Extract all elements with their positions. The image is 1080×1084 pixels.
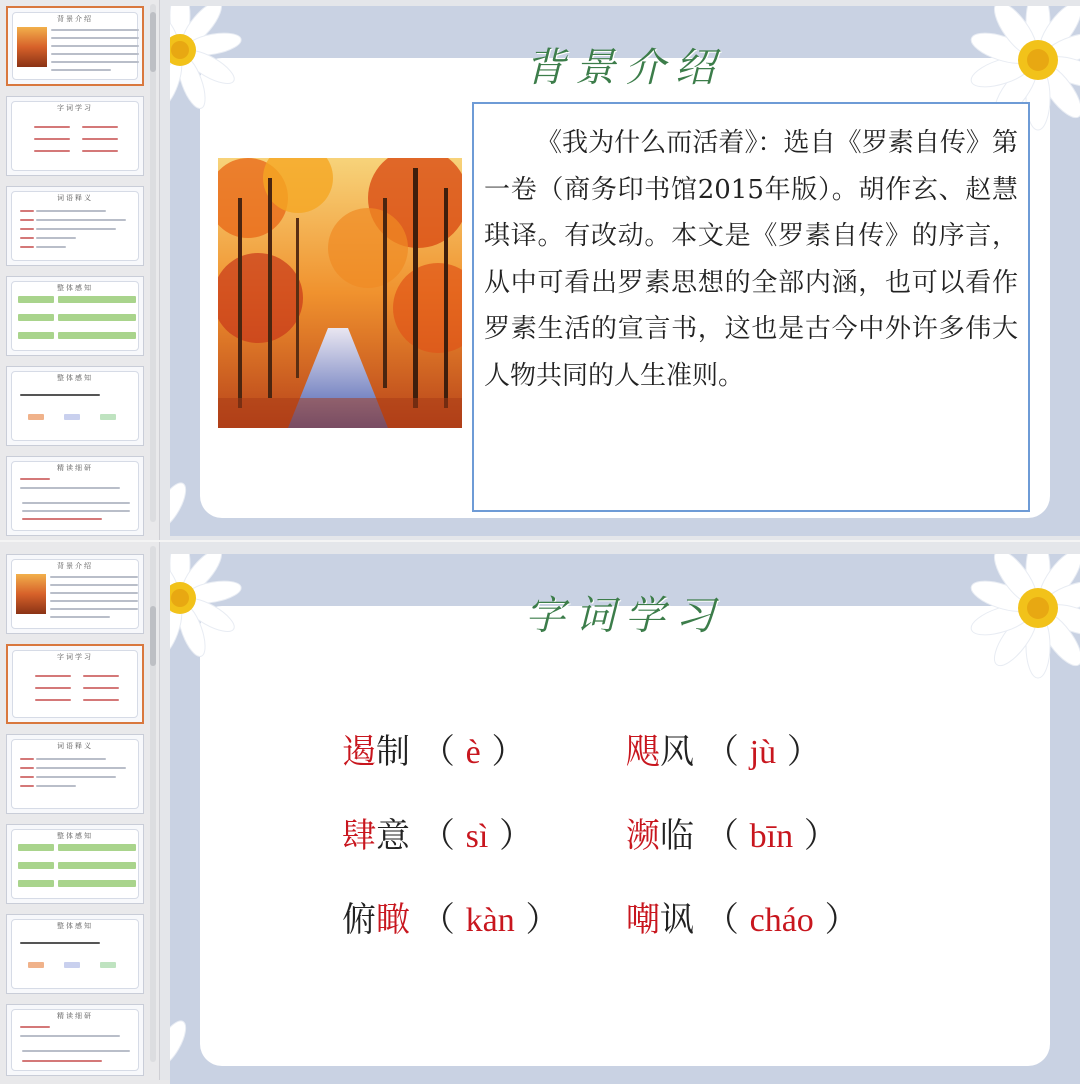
thumbnail-text-line xyxy=(36,767,126,769)
vocab-target-char: 濒 xyxy=(626,816,660,856)
vocab-paren: ） xyxy=(824,900,859,940)
thumbnail-title: 整体感知 xyxy=(57,374,93,382)
thumbnail-part-label xyxy=(18,296,54,303)
vocab-target-char: 嘲 xyxy=(626,900,660,940)
slide-thumbnail-3[interactable] xyxy=(6,186,144,266)
slide-thumbnail-2[interactable] xyxy=(6,644,144,724)
thumbnail-text-line xyxy=(83,699,119,701)
thumbnail-card xyxy=(12,12,138,80)
vocab-target-char: 瞰 xyxy=(376,900,410,940)
thumbnail-text-line xyxy=(83,675,119,677)
thumbnail-text-line xyxy=(20,1026,50,1028)
thumbnail-part-label xyxy=(18,844,54,851)
thumbnail-card xyxy=(11,461,139,531)
daisy-icon xyxy=(170,476,206,536)
thumbnail-title: 词语释义 xyxy=(57,194,93,202)
vocab-pinyin: bīn xyxy=(749,818,794,855)
slide-title: 字词学习 xyxy=(525,593,725,639)
vocab-pinyin: sì xyxy=(465,818,489,855)
thumbnail-title: 背景介绍 xyxy=(57,562,93,570)
thumbnail-tag xyxy=(100,962,116,968)
vocab-pinyin: jù xyxy=(749,734,777,771)
vocab-pinyin: è xyxy=(465,734,481,771)
thumbnail-part-label xyxy=(18,880,54,887)
vocab-item xyxy=(626,808,838,857)
thumbnail-card xyxy=(11,919,139,989)
daisy-icon xyxy=(170,1014,206,1074)
thumbnail-text-line xyxy=(20,228,34,230)
thumbnail-card xyxy=(11,281,139,351)
vocab-target-char: 飓 xyxy=(626,732,660,772)
vocab-paren: ） xyxy=(786,732,821,772)
thumbnail-text-line xyxy=(34,126,70,128)
slide-thumbnail-6[interactable] xyxy=(6,456,144,536)
thumbnail-scrollbar[interactable] xyxy=(150,546,156,1062)
thumbnail-part-label xyxy=(18,314,54,321)
thumbnail-text-line xyxy=(35,687,71,689)
thumbnail-card xyxy=(12,650,138,718)
slide-title: 背景介绍 xyxy=(525,45,725,91)
thumbnail-text-line xyxy=(51,45,139,47)
thumbnail-text-line xyxy=(50,600,138,602)
vocab-paren: （ xyxy=(704,732,739,772)
thumbnail-text-line xyxy=(34,150,70,152)
thumbnail-card xyxy=(11,559,139,629)
vocab-paren: ） xyxy=(525,900,560,940)
thumbnail-text-line xyxy=(35,675,71,677)
vocab-char: 意 xyxy=(376,816,410,856)
vocab-pinyin: kàn xyxy=(465,902,515,939)
thumbnail-text-line xyxy=(36,785,76,787)
thumbnail-tag xyxy=(100,414,116,420)
vocab-target-char: 肆 xyxy=(342,816,376,856)
thumbnail-text-line xyxy=(36,246,66,248)
slide-thumbnail-5[interactable] xyxy=(6,366,144,446)
scrollbar-thumb[interactable] xyxy=(150,606,156,666)
thumbnail-text-line xyxy=(20,210,34,212)
thumbnail-card xyxy=(11,371,139,441)
thumbnail-card xyxy=(11,829,139,899)
thumbnail-text-line xyxy=(20,237,34,239)
thumbnail-text-line xyxy=(20,394,100,396)
thumbnail-text-line xyxy=(51,69,111,71)
thumbnail-text-line xyxy=(20,942,100,944)
thumbnail-part-label xyxy=(18,862,54,869)
thumbnail-text-line xyxy=(22,502,130,504)
thumbnail-text-line xyxy=(20,785,34,787)
slide-thumbnail-6[interactable] xyxy=(6,1004,144,1076)
thumbnail-text-line xyxy=(22,1060,102,1062)
background-text-box xyxy=(472,102,1030,512)
thumbnail-text-line xyxy=(58,296,136,303)
thumbnail-title: 字词学习 xyxy=(57,104,93,112)
vocab-paren: （ xyxy=(704,816,739,856)
thumbnail-text-line xyxy=(20,246,34,248)
thumbnail-text-line xyxy=(36,758,106,760)
vocab-char: 风 xyxy=(660,732,694,772)
thumbnail-text-line xyxy=(20,1035,120,1037)
vocab-paren: ） xyxy=(499,816,534,856)
vocab-item xyxy=(626,724,821,773)
vocab-paren: （ xyxy=(420,816,455,856)
vocab-paren: （ xyxy=(420,900,455,940)
thumbnail-title: 精读细研 xyxy=(57,464,93,472)
thumbnail-card xyxy=(11,191,139,261)
thumbnail-text-line xyxy=(50,616,110,618)
vocab-paren: （ xyxy=(704,900,739,940)
thumbnail-tag xyxy=(64,962,80,968)
thumbnail-text-line xyxy=(36,210,106,212)
background-paragraph: 《我为什么而活着》：选自《罗素自传》第一卷（商务印书馆2015年版）。胡作玄、赵慧琪译。有改动。本文是《罗素自传》的序言，从中可看出罗素思想的全部内涵，也可以看作罗素生活的宣言书，这也是古今中外许多伟大人物共同的人生准则。 xyxy=(484,128,1018,391)
vocab-target-char: 遏 xyxy=(342,732,376,772)
thumbnail-text-line xyxy=(50,608,138,610)
thumbnail-part-label xyxy=(18,332,54,339)
thumbnail-text-line xyxy=(82,150,118,152)
slide-canvas-vocabulary[interactable] xyxy=(170,554,1080,1084)
thumbnail-text-line xyxy=(34,138,70,140)
thumbnail-text-line xyxy=(20,487,120,489)
thumbnail-text-line xyxy=(83,687,119,689)
vocab-char: 临 xyxy=(660,816,694,856)
thumbnail-card xyxy=(11,1009,139,1071)
vocab-char: 讽 xyxy=(660,900,694,940)
editor-view-bottom xyxy=(0,540,1080,1080)
vocab-char: 俯 xyxy=(342,900,376,940)
thumbnail-text-line xyxy=(58,880,136,887)
thumbnail-title: 整体感知 xyxy=(57,922,93,930)
thumbnail-text-line xyxy=(20,776,34,778)
thumbnail-text-line xyxy=(51,29,139,31)
vocab-paren: ） xyxy=(803,816,838,856)
vocab-pinyin: cháo xyxy=(749,902,814,939)
vocab-paren: ） xyxy=(491,732,526,772)
thumbnail-text-line xyxy=(50,584,138,586)
slide-content-card xyxy=(200,606,1050,1066)
vocab-paren: （ xyxy=(420,732,455,772)
thumbnail-text-line xyxy=(20,478,50,480)
thumbnail-text-line xyxy=(36,219,126,221)
slide-thumbnail-1[interactable] xyxy=(6,554,144,634)
thumbnail-text-line xyxy=(36,237,76,239)
thumbnail-tag xyxy=(64,414,80,420)
thumbnail-text-line xyxy=(35,699,71,701)
thumbnail-scrollbar[interactable] xyxy=(150,4,156,522)
thumbnail-tag xyxy=(28,962,44,968)
vocab-char: 制 xyxy=(376,732,410,772)
thumbnail-text-line xyxy=(82,138,118,140)
slide-thumbnail-3[interactable] xyxy=(6,734,144,814)
thumbnail-text-line xyxy=(50,592,138,594)
thumbnail-text-line xyxy=(58,332,136,339)
thumbnail-title: 精读细研 xyxy=(57,1012,93,1020)
slide-thumbnail-4[interactable] xyxy=(6,824,144,904)
slide-thumbnail-1[interactable] xyxy=(6,6,144,86)
thumbnail-text-line xyxy=(58,844,136,851)
thumbnail-text-line xyxy=(51,53,139,55)
editor-view-top xyxy=(0,0,1080,540)
thumbnail-title: 背景介绍 xyxy=(57,15,93,23)
slide-thumbnail-pane[interactable] xyxy=(0,0,160,540)
thumbnail-text-line xyxy=(22,510,130,512)
vocab-item xyxy=(626,892,859,941)
autumn-forest-image xyxy=(218,158,462,428)
thumbnail-text-line xyxy=(50,576,138,578)
thumbnail-text-line xyxy=(51,61,139,63)
thumbnail-text-line xyxy=(20,767,34,769)
thumbnail-title: 整体感知 xyxy=(57,832,93,840)
thumbnail-text-line xyxy=(20,758,34,760)
thumbnail-text-line xyxy=(51,37,139,39)
slide-thumbnail-5[interactable] xyxy=(6,914,144,994)
thumbnail-text-line xyxy=(36,776,116,778)
thumbnail-title: 字词学习 xyxy=(57,653,93,661)
vocab-item xyxy=(342,724,526,773)
thumbnail-card xyxy=(11,739,139,809)
thumbnail-title: 整体感知 xyxy=(57,284,93,292)
thumbnail-tag xyxy=(28,414,44,420)
vocab-item xyxy=(342,808,533,857)
thumbnail-text-line xyxy=(36,228,116,230)
thumbnail-title: 词语释义 xyxy=(57,742,93,750)
thumbnail-text-line xyxy=(22,518,102,520)
thumbnail-image xyxy=(16,574,46,614)
thumbnail-text-line xyxy=(22,1050,130,1052)
slide-thumbnail-2[interactable] xyxy=(6,96,144,176)
thumbnail-text-line xyxy=(58,862,136,869)
thumbnail-text-line xyxy=(20,219,34,221)
thumbnail-text-line xyxy=(58,314,136,321)
slide-canvas-background-intro[interactable] xyxy=(170,6,1080,536)
thumbnail-card xyxy=(11,101,139,171)
thumbnail-text-line xyxy=(82,126,118,128)
slide-thumbnail-4[interactable] xyxy=(6,276,144,356)
scrollbar-thumb[interactable] xyxy=(150,12,156,72)
vocab-item xyxy=(342,892,560,941)
slide-thumbnail-pane[interactable] xyxy=(0,542,160,1080)
thumbnail-image xyxy=(17,27,47,67)
